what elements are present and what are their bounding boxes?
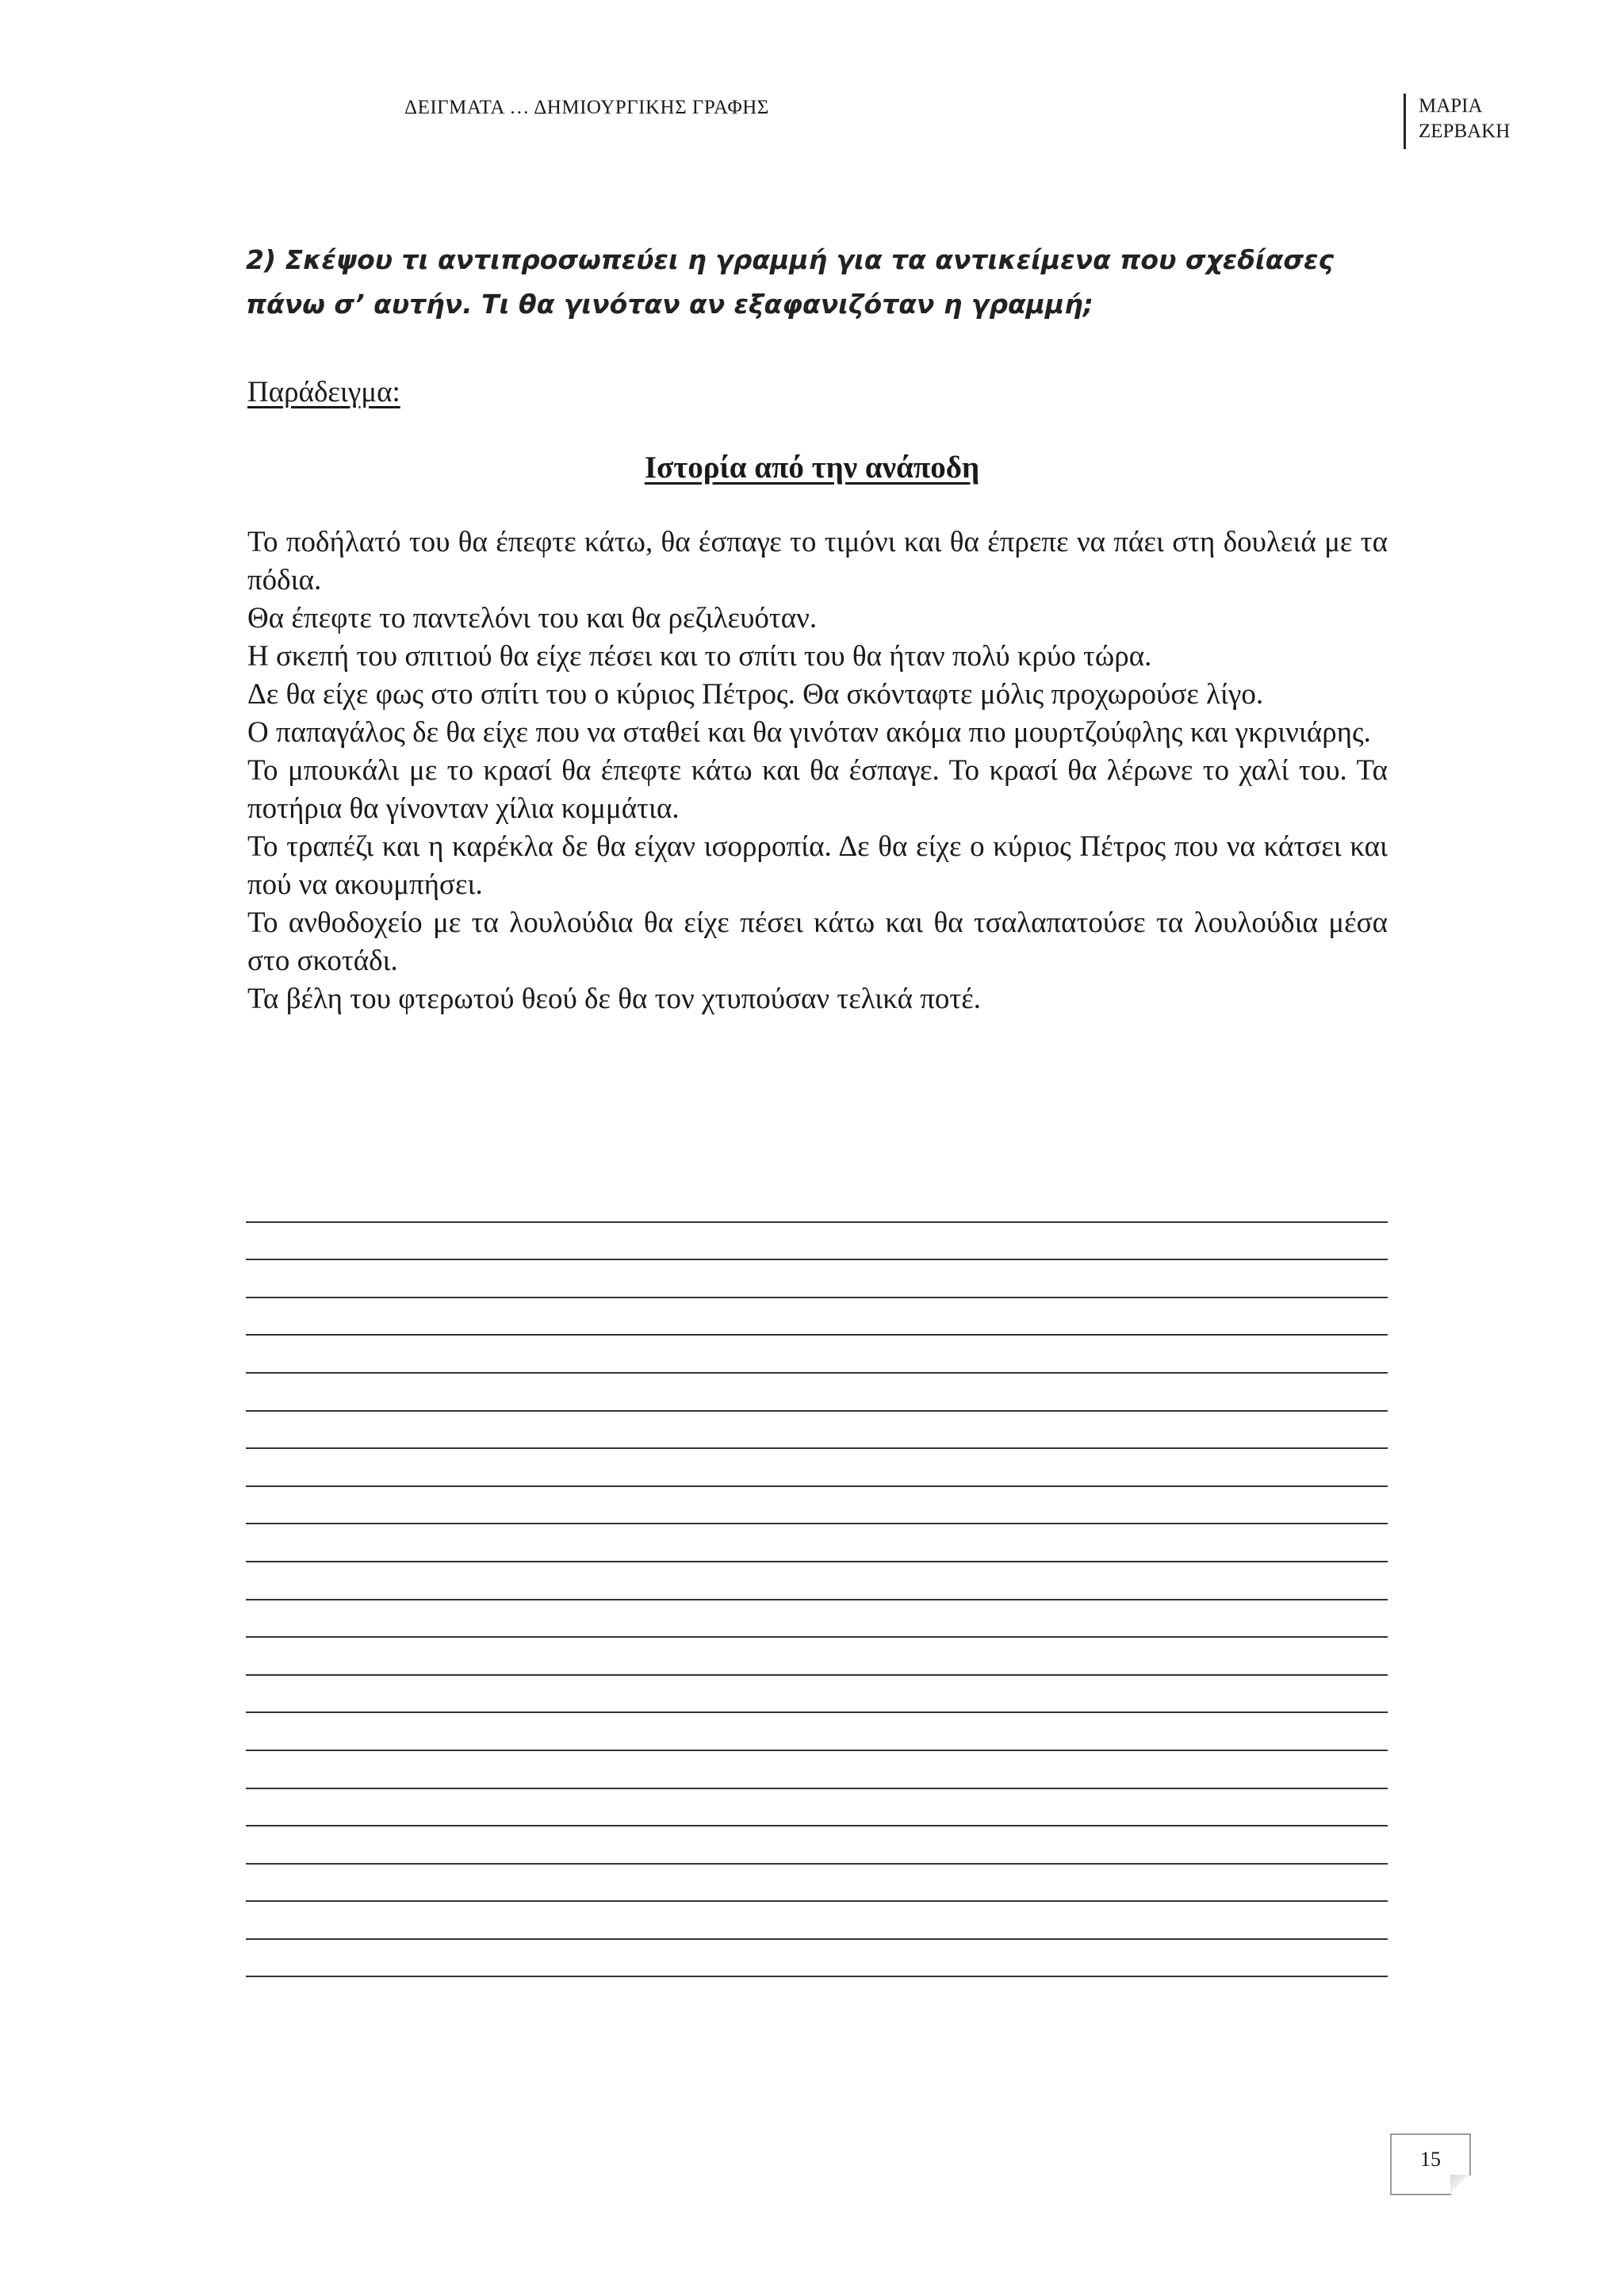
author-last-name: ΖΕΡΒΑΚΗ — [1419, 121, 1511, 142]
page-number: 15 — [1420, 2148, 1441, 2171]
writing-line[interactable] — [246, 1940, 1388, 1978]
author-first-name: ΜΑΡΙΑ — [1419, 95, 1483, 117]
writing-line[interactable] — [246, 1600, 1388, 1639]
writing-line[interactable] — [246, 1826, 1388, 1865]
writing-line[interactable] — [246, 1713, 1388, 1751]
question-line-1: 2) Σκέψου τι αντιπροσωπεύει η γραμμή για τα αντικείμενα που σχεδίασες — [246, 244, 1335, 275]
story-paragraph: Τα βέλη του φτερωτού θεού δε θα τον χτυπούσαν τελικά ποτέ. — [247, 983, 982, 1015]
story-title: Ιστορία από την ανάποδη — [644, 450, 980, 485]
document-header-author — [1404, 94, 1510, 149]
writing-line[interactable] — [246, 1524, 1388, 1562]
writing-line[interactable] — [246, 1676, 1388, 1714]
writing-line[interactable] — [246, 1751, 1388, 1789]
page-curl-fold-icon — [1450, 2175, 1469, 2194]
writing-line[interactable] — [246, 1638, 1388, 1676]
story-paragraph: Το τραπέζι και η καρέκλα δε θα είχαν ισορροπία. Δε θα είχε ο κύριος Πέτρος που να κάτσει και πού να ακουμπήσει. — [247, 830, 1388, 901]
writing-lines-area[interactable] — [246, 1185, 1388, 1977]
writing-line[interactable] — [246, 1449, 1388, 1487]
page-number-box — [1390, 2133, 1471, 2195]
story-body — [247, 523, 1388, 1018]
writing-line[interactable] — [246, 1374, 1388, 1412]
writing-line[interactable] — [246, 1487, 1388, 1525]
writing-line[interactable] — [246, 1260, 1388, 1298]
story-paragraph: Δε θα είχε φως στο σπίτι του ο κύριος Πέτρος. Θα σκόνταφτε μόλις προχωρούσε λίγο. — [247, 678, 1264, 711]
writing-line[interactable] — [246, 1789, 1388, 1827]
writing-line[interactable] — [246, 1298, 1388, 1336]
story-paragraph: Το μπουκάλι με το κρασί θα έπεφτε κάτω και θα έσπαγε. Το κρασί θα λέρωνε το χαλί του. Τα ποτήρια θα γίνονταν χίλια κομμάτια. — [247, 754, 1388, 825]
exercise-question — [246, 238, 1388, 327]
story-paragraph: Το ανθοδοχείο με τα λουλούδια θα είχε πέσει κάτω και θα τσαλαπατούσε τα λουλούδια μέσα στο σκοτάδι. — [247, 907, 1388, 977]
writing-line[interactable] — [246, 1185, 1388, 1223]
writing-line[interactable] — [246, 1336, 1388, 1374]
example-label: Παράδειγμα: — [247, 376, 400, 408]
writing-line[interactable] — [246, 1223, 1388, 1261]
writing-line[interactable] — [246, 1562, 1388, 1600]
writing-line[interactable] — [246, 1412, 1388, 1450]
document-header-title: ΔΕΙΓΜΑΤΑ … ΔΗΜΙΟΥΡΓΙΚΗΣ ΓΡΑΦΗΣ — [404, 97, 769, 118]
story-paragraph: Το ποδήλατό του θα έπεφτε κάτω, θα έσπαγε το τιμόνι και θα έπρεπε να πάει στη δουλειά με τα πόδια. — [247, 526, 1388, 596]
writing-line[interactable] — [246, 1865, 1388, 1903]
question-line-2: πάνω σ’ αυτήν. Τι θα γινόταν αν εξαφανιζόταν η γραμμή; — [246, 289, 1094, 320]
story-paragraph: Η σκεπή του σπιτιού θα είχε πέσει και το σπίτι του θα ήταν πολύ κρύο τώρα. — [247, 640, 1152, 673]
story-paragraph: Θα έπεφτε το παντελόνι του και θα ρεζιλευόταν. — [247, 602, 818, 634]
writing-line[interactable] — [246, 1902, 1388, 1940]
story-paragraph: Ο παπαγάλος δε θα είχε που να σταθεί και θα γινόταν ακόμα πιο μουρτζούφλης και γκρινιάρης. — [247, 716, 1371, 749]
